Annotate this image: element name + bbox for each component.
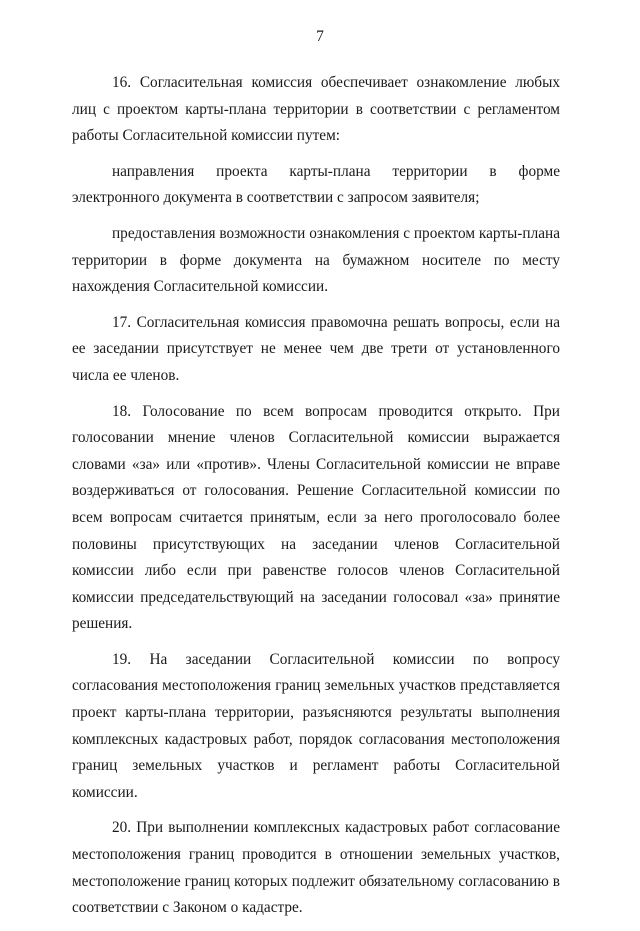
paragraph-17: 17. Согласительная комиссия правомочна решать вопросы, если на ее заседании присутствует не менее чем две трети от установленного числа ее членов. bbox=[72, 313, 560, 384]
paragraph-16: 16. Согласительная комиссия обеспечивает ознакомление любых лиц с проектом карты-плана территории в соответствии с регламентом работы Согласительной комиссии путем: bbox=[72, 74, 560, 145]
paragraph-18: 18. Голосование по всем вопросам проводится открыто. При голосовании мнение членов Согласительной комиссии выражается словами «за» или «против». Члены Согласительной комиссии не вправе воздерживаться от голосования. Решение Согласительной комиссии по всем вопросам считается принятым, если за него проголосовало более половины присутствующих на заседании членов Согласительной комиссии либо если при равенстве голосов членов Согласительной комиссии председательствующий на заседании голосовал «за» принятие решения. bbox=[72, 402, 560, 633]
page-number: 7 bbox=[316, 28, 324, 45]
paragraph-16-item-paper: предоставления возможности ознакомления с проектом карты-плана территории в форме документа на бумажном носителе по месту нахождения Согласительной комиссии. bbox=[72, 224, 560, 296]
paragraph-20: 20. При выполнении комплексных кадастровых работ согласование местоположения границ проводится в отношении земельных участков, местоположение границ которых подлежит обязательному согласованию в соответствии с Законом о кадастре. bbox=[72, 819, 560, 917]
paragraph-16-item-electronic: направления проекта карты-плана территории в форме электронного документа в соответствии с запросом заявителя; bbox=[72, 162, 560, 207]
paragraph-19: 19. На заседании Согласительной комиссии по вопросу согласования местоположения границ земельных участков представляется проект карты-плана территории, разъясняются результаты выполнения комплексных кадастровых работ, порядок согласования местоположения границ земельных участков и регламент работы Согласительной комиссии. bbox=[72, 650, 560, 801]
document-body bbox=[72, 70, 560, 931]
